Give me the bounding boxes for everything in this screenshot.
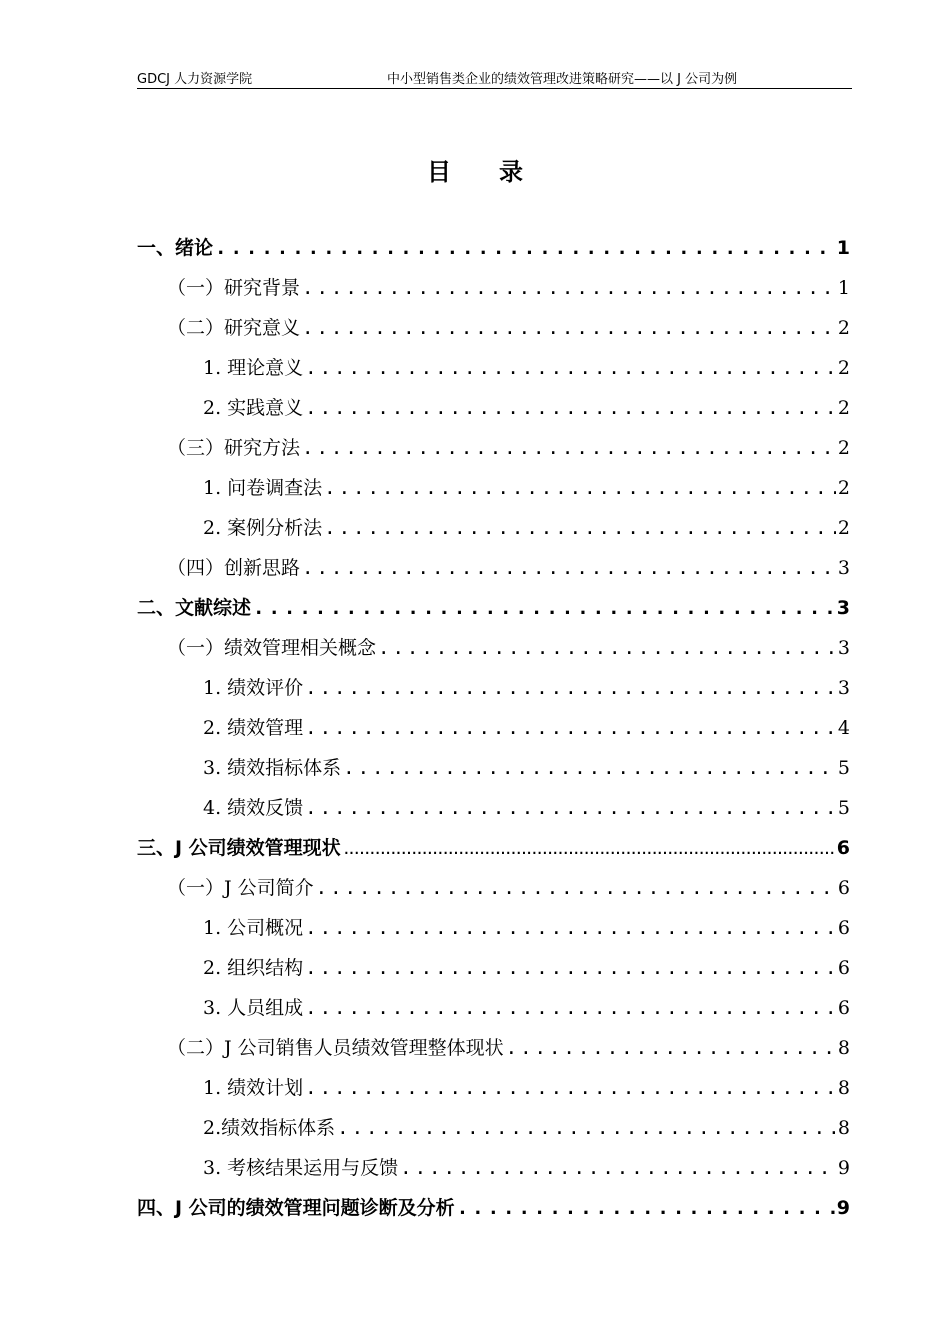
dot-leader bbox=[305, 988, 836, 1028]
toc-entry[interactable] bbox=[137, 868, 850, 908]
toc-entry[interactable] bbox=[137, 708, 850, 748]
toc-entry-page-number: 1 bbox=[837, 277, 850, 299]
toc-entry[interactable] bbox=[137, 388, 850, 428]
toc-entry-page-number: 3 bbox=[837, 557, 850, 579]
toc-entry[interactable] bbox=[137, 988, 850, 1028]
toc-entry-page-number: 2 bbox=[837, 397, 850, 419]
toc-entry-label: 2.绩效指标体系 bbox=[203, 1117, 336, 1139]
toc-entry-page-number: 6 bbox=[837, 957, 850, 979]
toc-title: 目录 bbox=[427, 158, 571, 186]
toc-entry-label: 2. 组织结构 bbox=[203, 957, 304, 979]
dot-leader bbox=[305, 788, 836, 828]
toc-entry[interactable] bbox=[137, 268, 850, 308]
dot-leader bbox=[506, 1028, 836, 1068]
toc-entry-label: （一）绩效管理相关概念 bbox=[167, 637, 377, 659]
dot-leader bbox=[343, 748, 836, 788]
toc-entry-page-number: 8 bbox=[837, 1077, 850, 1099]
dot-leader bbox=[457, 1188, 835, 1228]
dot-leader bbox=[337, 1108, 836, 1148]
toc-entry-label: （二）J 公司销售人员绩效管理整体现状 bbox=[167, 1037, 504, 1059]
toc-entry-page-number: 8 bbox=[837, 1037, 850, 1059]
toc-entry-page-number: 3 bbox=[836, 597, 850, 619]
toc-entry-page-number: 6 bbox=[837, 997, 850, 1019]
toc-entry-page-number: 9 bbox=[836, 1197, 850, 1219]
toc-entry-label: 二、文献综述 bbox=[137, 597, 252, 619]
toc-entry-page-number: 2 bbox=[837, 517, 850, 539]
toc-entry[interactable] bbox=[137, 828, 850, 868]
toc-entry-page-number: 4 bbox=[837, 717, 850, 739]
toc-entry-page-number: 1 bbox=[836, 237, 850, 259]
toc-entry-page-number: 5 bbox=[837, 757, 850, 779]
toc-entry-label: 3. 考核结果运用与反馈 bbox=[203, 1157, 399, 1179]
toc-entry-label: （三）研究方法 bbox=[167, 437, 301, 459]
toc-entry-label: 2. 绩效管理 bbox=[203, 717, 304, 739]
toc-entry[interactable] bbox=[137, 1108, 850, 1148]
toc-entry-page-number: 2 bbox=[837, 477, 850, 499]
running-header bbox=[137, 66, 852, 89]
toc-entry-page-number: 3 bbox=[837, 677, 850, 699]
toc-entry[interactable] bbox=[137, 668, 850, 708]
dot-leader bbox=[343, 830, 835, 870]
toc-entry[interactable] bbox=[137, 228, 850, 268]
toc-entry-page-number: 8 bbox=[837, 1117, 850, 1139]
toc-entry-label: （一）研究背景 bbox=[167, 277, 301, 299]
dot-leader bbox=[324, 468, 836, 508]
toc-entry-page-number: 3 bbox=[837, 637, 850, 659]
toc-entry-label: 1. 绩效评价 bbox=[203, 677, 304, 699]
toc-entry[interactable] bbox=[137, 1188, 850, 1228]
toc-entry[interactable] bbox=[137, 1148, 850, 1188]
dot-leader bbox=[324, 508, 836, 548]
dot-leader bbox=[305, 1068, 836, 1108]
toc-entry-label: 2. 案例分析法 bbox=[203, 517, 323, 539]
toc-entry-page-number: 9 bbox=[837, 1157, 850, 1179]
toc-entry-label: 1. 问卷调查法 bbox=[203, 477, 323, 499]
toc-entry-label: 1. 绩效计划 bbox=[203, 1077, 304, 1099]
toc-entry[interactable] bbox=[137, 308, 850, 348]
toc-entry-label: （二）研究意义 bbox=[167, 317, 301, 339]
toc-entry-label: 1. 理论意义 bbox=[203, 357, 304, 379]
table-of-contents bbox=[137, 228, 850, 1228]
toc-entry-label: （一）J 公司简介 bbox=[167, 877, 314, 899]
toc-entry-page-number: 6 bbox=[836, 837, 850, 859]
toc-entry-label: 4. 绩效反馈 bbox=[203, 797, 304, 819]
toc-entry-label: 三、J 公司绩效管理现状 bbox=[137, 837, 341, 859]
toc-entry[interactable] bbox=[137, 508, 850, 548]
toc-entry-label: 四、J 公司的绩效管理问题诊断及分析 bbox=[137, 1197, 455, 1219]
dot-leader bbox=[253, 588, 835, 628]
dot-leader bbox=[378, 628, 836, 668]
toc-entry-page-number: 6 bbox=[837, 917, 850, 939]
toc-entry-label: 3. 人员组成 bbox=[203, 997, 304, 1019]
toc-entry[interactable] bbox=[137, 1028, 850, 1068]
dot-leader bbox=[400, 1148, 836, 1188]
toc-entry[interactable] bbox=[137, 948, 850, 988]
toc-entry-label: 2. 实践意义 bbox=[203, 397, 304, 419]
toc-entry-page-number: 2 bbox=[837, 317, 850, 339]
toc-entry-label: （四）创新思路 bbox=[167, 557, 301, 579]
toc-entry-page-number: 2 bbox=[837, 437, 850, 459]
toc-entry[interactable] bbox=[137, 428, 850, 468]
dot-leader bbox=[316, 868, 836, 908]
toc-entry-page-number: 5 bbox=[837, 797, 850, 819]
dot-leader bbox=[305, 948, 836, 988]
toc-entry[interactable] bbox=[137, 588, 850, 628]
toc-entry[interactable] bbox=[137, 788, 850, 828]
toc-entry[interactable] bbox=[137, 748, 850, 788]
toc-entry[interactable] bbox=[137, 628, 850, 668]
dot-leader bbox=[305, 388, 836, 428]
dot-leader bbox=[302, 308, 836, 348]
toc-entry[interactable] bbox=[137, 1068, 850, 1108]
dot-leader bbox=[305, 908, 836, 948]
dot-leader bbox=[305, 348, 836, 388]
toc-entry-page-number: 2 bbox=[837, 357, 850, 379]
dot-leader bbox=[302, 268, 836, 308]
header-right: 中小型销售类企业的绩效管理改进策略研究——以 J 公司为例 bbox=[387, 72, 738, 87]
dot-leader bbox=[302, 548, 836, 588]
dot-leader bbox=[215, 228, 835, 268]
dot-leader bbox=[305, 668, 836, 708]
toc-entry[interactable] bbox=[137, 908, 850, 948]
dot-leader bbox=[302, 428, 836, 468]
toc-entry-page-number: 6 bbox=[837, 877, 850, 899]
toc-entry[interactable] bbox=[137, 348, 850, 388]
dot-leader bbox=[305, 708, 836, 748]
toc-entry-label: 3. 绩效指标体系 bbox=[203, 757, 342, 779]
toc-entry-label: 一、绪论 bbox=[137, 237, 214, 259]
toc-entry[interactable] bbox=[137, 468, 850, 508]
toc-entry-label: 1. 公司概况 bbox=[203, 917, 304, 939]
toc-entry[interactable] bbox=[137, 548, 850, 588]
header-left: GDCJ 人力资源学院 bbox=[137, 72, 253, 87]
